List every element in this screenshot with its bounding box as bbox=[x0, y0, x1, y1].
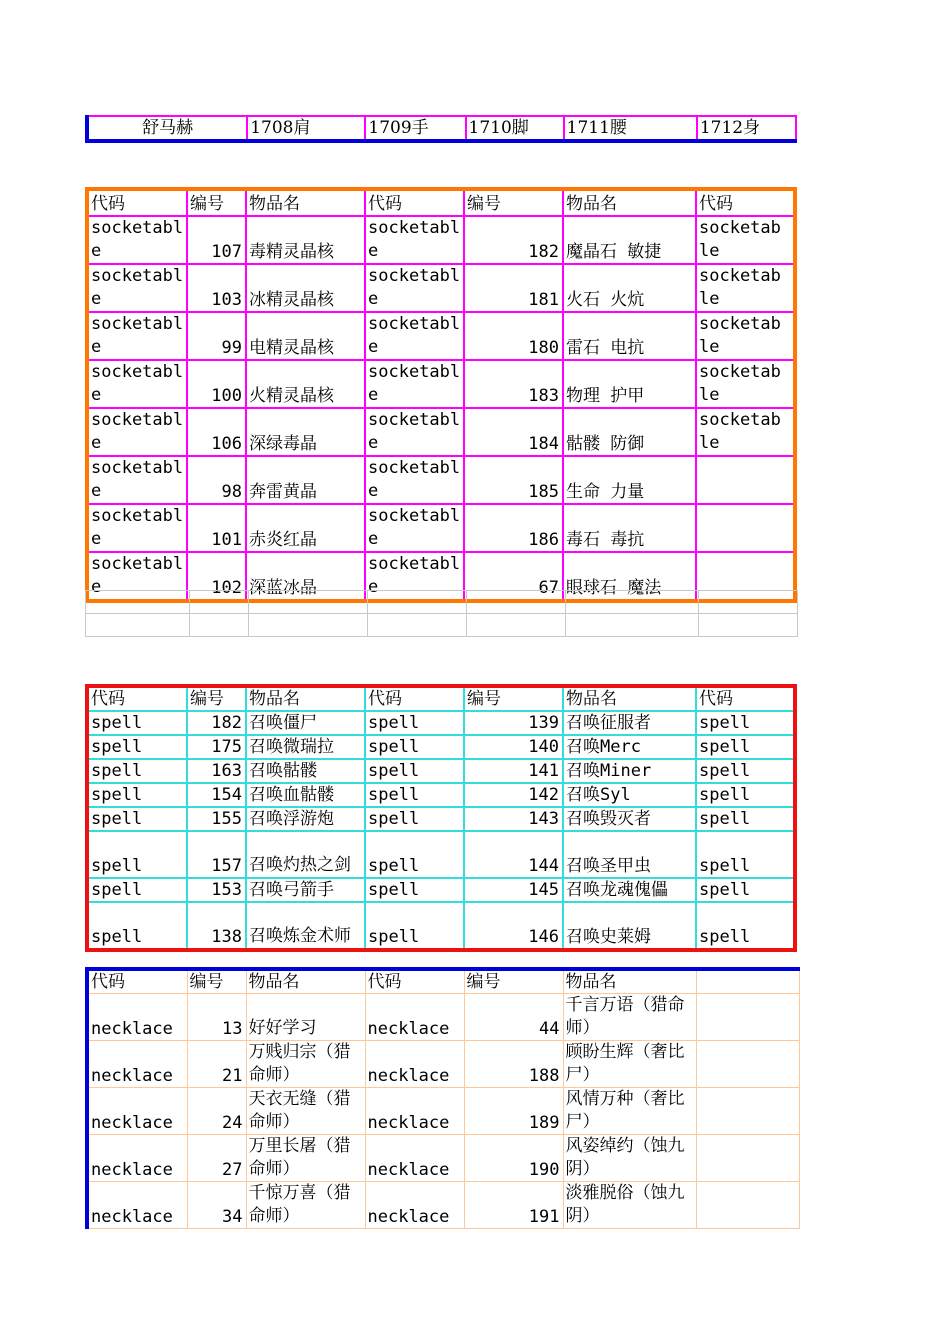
code-cell[interactable]: spell bbox=[87, 783, 187, 807]
table-row bbox=[87, 1088, 799, 1135]
item-name-cell[interactable]: 千惊万喜（猎命师） bbox=[246, 1182, 365, 1229]
item-name-cell[interactable]: 召唤灼热之剑 bbox=[246, 831, 365, 878]
column-header[interactable]: 编号 bbox=[464, 969, 563, 994]
header-cell[interactable]: 1711腰 bbox=[564, 116, 697, 141]
empty-cell[interactable] bbox=[566, 591, 699, 614]
column-header[interactable]: 代码 bbox=[365, 189, 464, 216]
empty-row bbox=[86, 591, 798, 614]
table-row bbox=[87, 878, 795, 902]
code-cell[interactable]: spell bbox=[696, 878, 795, 902]
item-name-cell[interactable]: 召唤Syl bbox=[563, 783, 696, 807]
id-cell[interactable]: 180 bbox=[464, 312, 563, 360]
code-cell[interactable]: necklace bbox=[365, 994, 464, 1041]
item-name-cell[interactable]: 雷石 电抗 bbox=[563, 312, 696, 360]
id-cell[interactable]: 144 bbox=[464, 831, 563, 878]
column-header[interactable]: 编号 bbox=[187, 686, 246, 711]
code-cell[interactable]: spell bbox=[365, 878, 464, 902]
code-cell[interactable] bbox=[696, 456, 795, 504]
code-cell[interactable]: socketable bbox=[87, 216, 187, 264]
item-name-cell[interactable]: 物理 护甲 bbox=[563, 360, 696, 408]
item-name-cell[interactable]: 赤炎红晶 bbox=[246, 504, 365, 552]
item-name-cell[interactable]: 电精灵晶核 bbox=[246, 312, 365, 360]
empty-cell[interactable] bbox=[467, 614, 566, 637]
column-header[interactable]: 编号 bbox=[464, 189, 563, 216]
id-cell[interactable]: 100 bbox=[187, 360, 246, 408]
empty-cell[interactable] bbox=[249, 591, 368, 614]
code-cell[interactable]: spell bbox=[87, 735, 187, 759]
header-cell[interactable]: 舒马赫 bbox=[87, 116, 247, 141]
column-header[interactable]: 编号 bbox=[187, 189, 246, 216]
code-cell[interactable]: necklace bbox=[87, 1041, 187, 1088]
column-header[interactable]: 物品名 bbox=[246, 686, 365, 711]
empty-cell[interactable] bbox=[696, 1135, 799, 1182]
item-name-cell[interactable]: 生命 力量 bbox=[563, 456, 696, 504]
column-header[interactable]: 物品名 bbox=[563, 969, 696, 994]
code-cell[interactable]: spell bbox=[365, 783, 464, 807]
id-cell[interactable]: 101 bbox=[187, 504, 246, 552]
code-cell[interactable]: socketable bbox=[365, 552, 464, 601]
empty-cell[interactable] bbox=[368, 614, 467, 637]
id-cell[interactable]: 184 bbox=[464, 408, 563, 456]
id-cell[interactable]: 191 bbox=[464, 1182, 563, 1229]
code-cell[interactable]: spell bbox=[87, 711, 187, 735]
id-cell[interactable]: 155 bbox=[187, 807, 246, 831]
item-name-cell[interactable]: 魔晶石 敏捷 bbox=[563, 216, 696, 264]
id-cell[interactable]: 24 bbox=[187, 1088, 246, 1135]
item-name-cell[interactable]: 奔雷黄晶 bbox=[246, 456, 365, 504]
code-cell[interactable]: socketable bbox=[696, 264, 795, 312]
id-cell[interactable]: 183 bbox=[464, 360, 563, 408]
item-name-cell[interactable]: 召唤血骷髅 bbox=[246, 783, 365, 807]
code-cell[interactable]: socketable bbox=[365, 408, 464, 456]
code-cell[interactable]: socketable bbox=[365, 456, 464, 504]
item-name-cell[interactable]: 千言万语（猎命师） bbox=[563, 994, 696, 1041]
table-row bbox=[87, 216, 795, 264]
table-row bbox=[87, 1182, 799, 1229]
empty-cell[interactable] bbox=[696, 994, 799, 1041]
code-cell[interactable]: socketable bbox=[87, 504, 187, 552]
code-cell[interactable]: spell bbox=[696, 759, 795, 783]
item-name-cell[interactable]: 冰精灵晶核 bbox=[246, 264, 365, 312]
id-cell[interactable]: 154 bbox=[187, 783, 246, 807]
spell-table bbox=[85, 684, 797, 952]
id-cell[interactable]: 189 bbox=[464, 1088, 563, 1135]
column-header[interactable]: 代码 bbox=[87, 969, 187, 994]
item-name-cell[interactable]: 骷髅 防御 bbox=[563, 408, 696, 456]
id-cell[interactable]: 140 bbox=[464, 735, 563, 759]
code-cell[interactable]: spell bbox=[365, 759, 464, 783]
table-row bbox=[87, 264, 795, 312]
column-header[interactable]: 编号 bbox=[187, 969, 246, 994]
id-cell[interactable]: 106 bbox=[187, 408, 246, 456]
item-name-cell[interactable]: 万里长屠（猎命师） bbox=[246, 1135, 365, 1182]
code-cell[interactable]: spell bbox=[87, 902, 187, 950]
item-name-cell[interactable]: 好好学习 bbox=[246, 994, 365, 1041]
code-cell[interactable]: socketable bbox=[87, 264, 187, 312]
empty-cell[interactable] bbox=[368, 591, 467, 614]
id-cell[interactable]: 99 bbox=[187, 312, 246, 360]
code-cell[interactable]: spell bbox=[696, 902, 795, 950]
table-row bbox=[87, 312, 795, 360]
code-cell[interactable]: necklace bbox=[365, 1182, 464, 1229]
id-cell[interactable]: 185 bbox=[464, 456, 563, 504]
item-name-cell[interactable]: 深蓝冰晶 bbox=[246, 552, 365, 601]
empty-cell[interactable] bbox=[190, 591, 249, 614]
header-cell[interactable]: 1710脚 bbox=[466, 116, 564, 141]
column-header[interactable]: 物品名 bbox=[246, 189, 365, 216]
code-cell[interactable]: necklace bbox=[365, 1088, 464, 1135]
item-name-cell[interactable]: 毒石 毒抗 bbox=[563, 504, 696, 552]
code-cell[interactable]: spell bbox=[365, 735, 464, 759]
id-cell[interactable]: 107 bbox=[187, 216, 246, 264]
id-cell[interactable]: 153 bbox=[187, 878, 246, 902]
empty-cell[interactable] bbox=[190, 614, 249, 637]
table-row bbox=[87, 1041, 799, 1088]
header-cell[interactable]: 1708肩 bbox=[247, 116, 365, 141]
spell-header-row bbox=[87, 686, 795, 711]
empty-grid-rows bbox=[85, 590, 798, 637]
item-name-cell[interactable]: 万贱归宗（猎命师） bbox=[246, 1041, 365, 1088]
empty-cell[interactable] bbox=[566, 614, 699, 637]
table-row bbox=[87, 735, 795, 759]
table-row bbox=[87, 783, 795, 807]
empty-cell[interactable] bbox=[696, 1088, 799, 1135]
empty-cell[interactable] bbox=[696, 1041, 799, 1088]
item-name-cell[interactable]: 召唤僵尸 bbox=[246, 711, 365, 735]
item-name-cell[interactable]: 召唤Merc bbox=[563, 735, 696, 759]
empty-cell[interactable] bbox=[699, 591, 798, 614]
id-cell[interactable]: 103 bbox=[187, 264, 246, 312]
socketable-table bbox=[85, 187, 797, 603]
column-header[interactable]: 代码 bbox=[365, 686, 464, 711]
code-cell[interactable]: spell bbox=[87, 807, 187, 831]
table-row bbox=[87, 504, 795, 552]
column-header[interactable]: 代码 bbox=[87, 686, 187, 711]
id-cell[interactable]: 141 bbox=[464, 759, 563, 783]
id-cell[interactable]: 139 bbox=[464, 711, 563, 735]
table-row bbox=[87, 360, 795, 408]
code-cell[interactable]: socketable bbox=[365, 216, 464, 264]
id-cell[interactable]: 27 bbox=[187, 1135, 246, 1182]
necklace-header-row bbox=[87, 969, 799, 994]
id-cell[interactable]: 186 bbox=[464, 504, 563, 552]
code-cell[interactable]: socketable bbox=[696, 312, 795, 360]
code-cell[interactable]: necklace bbox=[87, 1088, 187, 1135]
item-name-cell[interactable]: 天衣无缝（猎命师） bbox=[246, 1088, 365, 1135]
id-cell[interactable]: 21 bbox=[187, 1041, 246, 1088]
header-cell[interactable]: 1712身 bbox=[697, 116, 796, 141]
code-cell[interactable]: necklace bbox=[87, 1182, 187, 1229]
id-cell[interactable]: 34 bbox=[187, 1182, 246, 1229]
code-cell[interactable]: spell bbox=[696, 735, 795, 759]
column-header[interactable]: 物品名 bbox=[563, 686, 696, 711]
item-name-cell[interactable]: 火石 火炕 bbox=[563, 264, 696, 312]
item-name-cell[interactable]: 召唤骷髅 bbox=[246, 759, 365, 783]
code-cell[interactable]: necklace bbox=[365, 1135, 464, 1182]
id-cell[interactable]: 182 bbox=[464, 216, 563, 264]
table-row bbox=[87, 456, 795, 504]
id-cell[interactable]: 190 bbox=[464, 1135, 563, 1182]
code-cell[interactable]: socketable bbox=[87, 456, 187, 504]
empty-cell[interactable] bbox=[467, 591, 566, 614]
id-cell[interactable]: 13 bbox=[187, 994, 246, 1041]
header-strip-row bbox=[87, 116, 796, 141]
code-cell[interactable]: socketable bbox=[696, 360, 795, 408]
id-cell[interactable]: 143 bbox=[464, 807, 563, 831]
id-cell[interactable]: 146 bbox=[464, 902, 563, 950]
item-name-cell[interactable]: 召唤微瑞拉 bbox=[246, 735, 365, 759]
code-cell[interactable]: socketable bbox=[365, 504, 464, 552]
item-name-cell[interactable]: 毒精灵晶核 bbox=[246, 216, 365, 264]
column-header[interactable]: 代码 bbox=[696, 686, 795, 711]
code-cell[interactable]: socketable bbox=[696, 408, 795, 456]
header-strip-table bbox=[85, 115, 797, 143]
item-name-cell[interactable]: 召唤毁灭者 bbox=[563, 807, 696, 831]
column-header[interactable]: 代码 bbox=[87, 189, 187, 216]
code-cell[interactable]: socketable bbox=[87, 312, 187, 360]
code-cell[interactable]: necklace bbox=[87, 1135, 187, 1182]
table-row bbox=[87, 994, 799, 1041]
item-name-cell[interactable]: 风情万种（奢比尸） bbox=[563, 1088, 696, 1135]
empty-cell[interactable] bbox=[249, 614, 368, 637]
code-cell[interactable]: spell bbox=[696, 807, 795, 831]
code-cell[interactable]: necklace bbox=[87, 994, 187, 1041]
table-row bbox=[87, 807, 795, 831]
code-cell[interactable]: spell bbox=[696, 783, 795, 807]
code-cell[interactable]: socketable bbox=[365, 264, 464, 312]
id-cell[interactable]: 102 bbox=[187, 552, 246, 601]
id-cell[interactable]: 163 bbox=[187, 759, 246, 783]
id-cell[interactable]: 67 bbox=[464, 552, 563, 601]
code-cell[interactable]: socketable bbox=[696, 216, 795, 264]
column-header[interactable]: 代码 bbox=[696, 189, 795, 216]
empty-row bbox=[86, 614, 798, 637]
empty-cell[interactable] bbox=[699, 614, 798, 637]
table-row bbox=[87, 902, 795, 950]
table-row bbox=[87, 831, 795, 878]
code-cell[interactable]: socketable bbox=[87, 408, 187, 456]
code-cell[interactable]: spell bbox=[87, 831, 187, 878]
code-cell[interactable]: spell bbox=[365, 831, 464, 878]
code-cell[interactable]: spell bbox=[696, 831, 795, 878]
item-name-cell[interactable]: 召唤龙魂傀儡 bbox=[563, 878, 696, 902]
table-row bbox=[87, 1135, 799, 1182]
empty-cell[interactable] bbox=[86, 591, 190, 614]
code-cell[interactable]: spell bbox=[696, 711, 795, 735]
empty-cell[interactable] bbox=[86, 614, 190, 637]
id-cell[interactable]: 188 bbox=[464, 1041, 563, 1088]
item-name-cell[interactable]: 顾盼生辉（奢比尸） bbox=[563, 1041, 696, 1088]
column-header[interactable]: 代码 bbox=[365, 969, 464, 994]
item-name-cell[interactable]: 火精灵晶核 bbox=[246, 360, 365, 408]
column-header[interactable]: 编号 bbox=[464, 686, 563, 711]
id-cell[interactable]: 145 bbox=[464, 878, 563, 902]
code-cell[interactable]: socketable bbox=[87, 360, 187, 408]
column-header[interactable]: 物品名 bbox=[246, 969, 365, 994]
table-row bbox=[87, 711, 795, 735]
code-cell[interactable]: spell bbox=[365, 711, 464, 735]
id-cell[interactable]: 138 bbox=[187, 902, 246, 950]
socketable-header-row bbox=[87, 189, 795, 216]
column-header[interactable] bbox=[696, 969, 799, 994]
necklace-table bbox=[85, 967, 800, 1229]
item-name-cell[interactable]: 召唤史莱姆 bbox=[563, 902, 696, 950]
header-cell[interactable]: 1709手 bbox=[365, 116, 465, 141]
empty-cell[interactable] bbox=[696, 1182, 799, 1229]
code-cell[interactable]: spell bbox=[365, 902, 464, 950]
table-row bbox=[87, 408, 795, 456]
column-header[interactable]: 物品名 bbox=[563, 189, 696, 216]
item-name-cell[interactable]: 召唤征服者 bbox=[563, 711, 696, 735]
code-cell[interactable] bbox=[696, 504, 795, 552]
item-name-cell[interactable]: 深绿毒晶 bbox=[246, 408, 365, 456]
item-name-cell[interactable]: 召唤浮游炮 bbox=[246, 807, 365, 831]
code-cell[interactable]: socketable bbox=[365, 360, 464, 408]
id-cell[interactable]: 181 bbox=[464, 264, 563, 312]
code-cell[interactable]: spell bbox=[87, 878, 187, 902]
table-row bbox=[87, 759, 795, 783]
item-name-cell[interactable]: 召唤圣甲虫 bbox=[563, 831, 696, 878]
item-name-cell[interactable]: 眼球石 魔法 bbox=[563, 552, 696, 601]
item-name-cell[interactable]: 风姿绰约（蚀九阴） bbox=[563, 1135, 696, 1182]
item-name-cell[interactable]: 召唤炼金术师 bbox=[246, 902, 365, 950]
item-name-cell[interactable]: 召唤Miner bbox=[563, 759, 696, 783]
id-cell[interactable]: 44 bbox=[464, 994, 563, 1041]
id-cell[interactable]: 182 bbox=[187, 711, 246, 735]
code-cell[interactable]: socketable bbox=[365, 312, 464, 360]
code-cell[interactable]: spell bbox=[365, 807, 464, 831]
id-cell[interactable]: 98 bbox=[187, 456, 246, 504]
id-cell[interactable]: 142 bbox=[464, 783, 563, 807]
code-cell[interactable]: spell bbox=[87, 759, 187, 783]
code-cell[interactable]: socketable bbox=[87, 552, 187, 601]
id-cell[interactable]: 157 bbox=[187, 831, 246, 878]
item-name-cell[interactable]: 淡雅脱俗（蚀九阴） bbox=[563, 1182, 696, 1229]
id-cell[interactable]: 175 bbox=[187, 735, 246, 759]
item-name-cell[interactable]: 召唤弓箭手 bbox=[246, 878, 365, 902]
code-cell[interactable]: necklace bbox=[365, 1041, 464, 1088]
